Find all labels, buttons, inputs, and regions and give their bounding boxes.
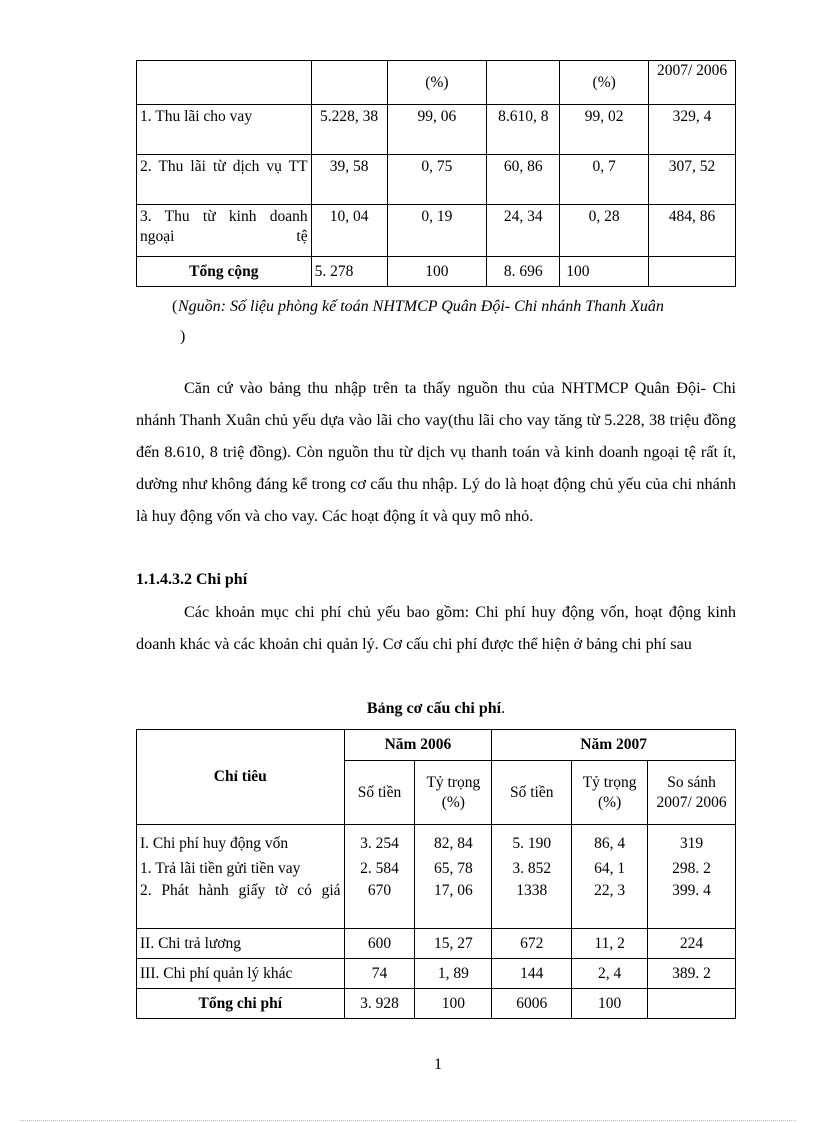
table-total-row	[137, 989, 736, 1019]
table-cell: 3. Thu từ kinh doanh ngoại tệ	[137, 205, 312, 257]
cell-value: 1338	[516, 882, 548, 899]
table-cell: 307, 52	[649, 155, 736, 205]
table-cell: 1. Thu lãi cho vay	[137, 105, 312, 155]
table-cell: 600	[344, 929, 415, 959]
table-cell: Tổng cộng	[137, 257, 312, 287]
table-cell: 100	[560, 257, 649, 287]
table-cell: 8. 696	[487, 257, 560, 287]
table-cell: 0, 19	[387, 205, 487, 257]
table-cell	[137, 825, 345, 929]
cost-table	[136, 729, 736, 1019]
cell-value: 17, 06	[433, 882, 473, 899]
source-open: (	[172, 298, 178, 315]
income-table	[136, 60, 736, 287]
table-cell: 2, 4	[572, 959, 648, 989]
table-cell: 0, 75	[387, 155, 487, 205]
table-header-cell: Năm 2006	[344, 730, 492, 761]
page-number: 1	[434, 1056, 442, 1073]
caption-period: .	[501, 700, 506, 717]
table-cell: (%)	[560, 61, 649, 105]
table-cell: 5. 278	[311, 257, 387, 287]
table-cell: II. Chi trả lương	[137, 929, 345, 959]
table-total-row	[137, 257, 736, 287]
body-paragraph	[136, 372, 736, 532]
table-cell: 15, 27	[415, 929, 492, 959]
cell-value: 5. 190	[512, 835, 552, 852]
table-cell	[487, 61, 560, 105]
cell-value: 2. 584	[360, 860, 399, 877]
cell-value: 319	[679, 835, 704, 852]
row-label: I. Chi phí huy động vốn	[140, 835, 289, 852]
cell-value: 298. 2	[672, 860, 711, 877]
table-cell: 99, 06	[387, 105, 487, 155]
table-cell: 329, 4	[649, 105, 736, 155]
table-header-row	[137, 61, 736, 105]
table-cell: 2007/ 2006	[649, 61, 736, 105]
cell-value: 3. 254	[360, 835, 399, 852]
table-row-group	[137, 825, 736, 929]
table-cell: 24, 34	[487, 205, 560, 257]
table-cell: 1, 89	[415, 959, 492, 989]
cell-value: 64, 1	[594, 860, 626, 877]
table-cell	[344, 825, 415, 929]
table-cell: Tổng chi phí	[137, 989, 345, 1019]
table-header-cell: Năm 2007	[492, 730, 736, 761]
table-cell	[648, 989, 736, 1019]
cell-value: 22, 3	[594, 882, 626, 899]
source-close: )	[180, 328, 186, 345]
table-row	[137, 959, 736, 989]
row-label: 1. Trả lãi tiền gửi tiền vay	[140, 860, 301, 877]
table-header-cell: Tỷ trọng (%)	[572, 761, 648, 825]
table-header-cell: Tỷ trọng (%)	[415, 761, 492, 825]
body-paragraph	[136, 596, 736, 660]
table-cell: 8.610, 8	[487, 105, 560, 155]
cell-value: 65, 78	[433, 860, 473, 877]
table-header-cell: Số tiền	[492, 761, 572, 825]
table-cell: 6006	[492, 989, 572, 1019]
table-row	[137, 105, 736, 155]
paragraph-text: Các khoản mục chi phí chủ yếu bao gồm: Chi phí huy động vốn, hoạt động kinh doanh khác và các khoản chi quản lý. Cơ cấu chi phí được thể hiện ở bảng chi phí sau	[136, 603, 736, 653]
source-note	[136, 292, 736, 345]
table-cell: 99, 02	[560, 105, 649, 155]
table-cell	[137, 61, 312, 105]
table-cell: 60, 86	[487, 155, 560, 205]
table-cell: (%)	[387, 61, 487, 105]
table-cell	[649, 257, 736, 287]
table-cell: 74	[344, 959, 415, 989]
table-row	[137, 155, 736, 205]
section-heading: 1.1.4.3.2 Chi phí	[136, 571, 248, 588]
table-cell	[415, 825, 492, 929]
table-row	[137, 205, 736, 257]
cell-value: 3. 852	[512, 860, 552, 877]
caption-text: Bảng cơ cấu chi phí	[366, 700, 502, 717]
table-cell: 224	[648, 929, 736, 959]
table-header-cell: So sánh 2007/ 2006	[648, 761, 736, 825]
table-cell: 10, 04	[311, 205, 387, 257]
table-cell	[311, 61, 387, 105]
table-cell: 100	[387, 257, 487, 287]
table-cell: 3. 928	[344, 989, 415, 1019]
table-cell: III. Chi phí quản lý khác	[137, 959, 345, 989]
table-cell: 0, 28	[560, 205, 649, 257]
table-cell: 100	[415, 989, 492, 1019]
paragraph-text: Căn cứ vào bảng thu nhập trên ta thấy nguồn thu của NHTMCP Quân Đội- Chi nhánh Thanh Xuân chủ yếu dựa vào lãi cho vay(thu lãi cho vay tăng từ 5.228, 38 triệu đồng đến 8.610, 8 triệ đồng). Còn nguồn thu từ dịch vụ thanh toán và kinh doanh ngoại tệ rất ít, dường như không đáng kể trong cơ cấu thu nhập. Lý do là hoạt động chủ yếu của chi nhánh là huy động vốn và cho vay. Các hoạt động ít và quy mô nhỏ.	[136, 379, 736, 525]
source-text: Nguồn: Số liệu phòng kế toán NHTMCP Quân Đội- Chi nhánh Thanh Xuân	[178, 298, 664, 315]
table-header-row	[137, 730, 736, 761]
cell-value: 670	[367, 882, 392, 899]
table-cell: 484, 86	[649, 205, 736, 257]
table-cell	[492, 825, 572, 929]
table-cell: 672	[492, 929, 572, 959]
table-header-cell: Số tiền	[344, 761, 415, 825]
table-cell: 11, 2	[572, 929, 648, 959]
table-cell: 5.228, 38	[311, 105, 387, 155]
cell-value: 82, 84	[433, 835, 473, 852]
table-cell	[572, 825, 648, 929]
table-header-cell: Chỉ tiêu	[137, 730, 345, 825]
table-cell: 100	[572, 989, 648, 1019]
table-caption	[136, 697, 736, 721]
table-row	[137, 929, 736, 959]
row-label: 2. Phát hành giấy tờ có giá	[140, 882, 341, 899]
table-cell: 39, 58	[311, 155, 387, 205]
table-cell: 389. 2	[648, 959, 736, 989]
table-cell: 2. Thu lãi từ dịch vụ TT	[137, 155, 312, 205]
table-cell: 144	[492, 959, 572, 989]
page-bottom-divider	[20, 1120, 796, 1121]
table-cell: 0, 7	[560, 155, 649, 205]
cell-value: 399. 4	[672, 882, 711, 899]
table-cell	[648, 825, 736, 929]
cell-value: 86, 4	[594, 835, 626, 852]
